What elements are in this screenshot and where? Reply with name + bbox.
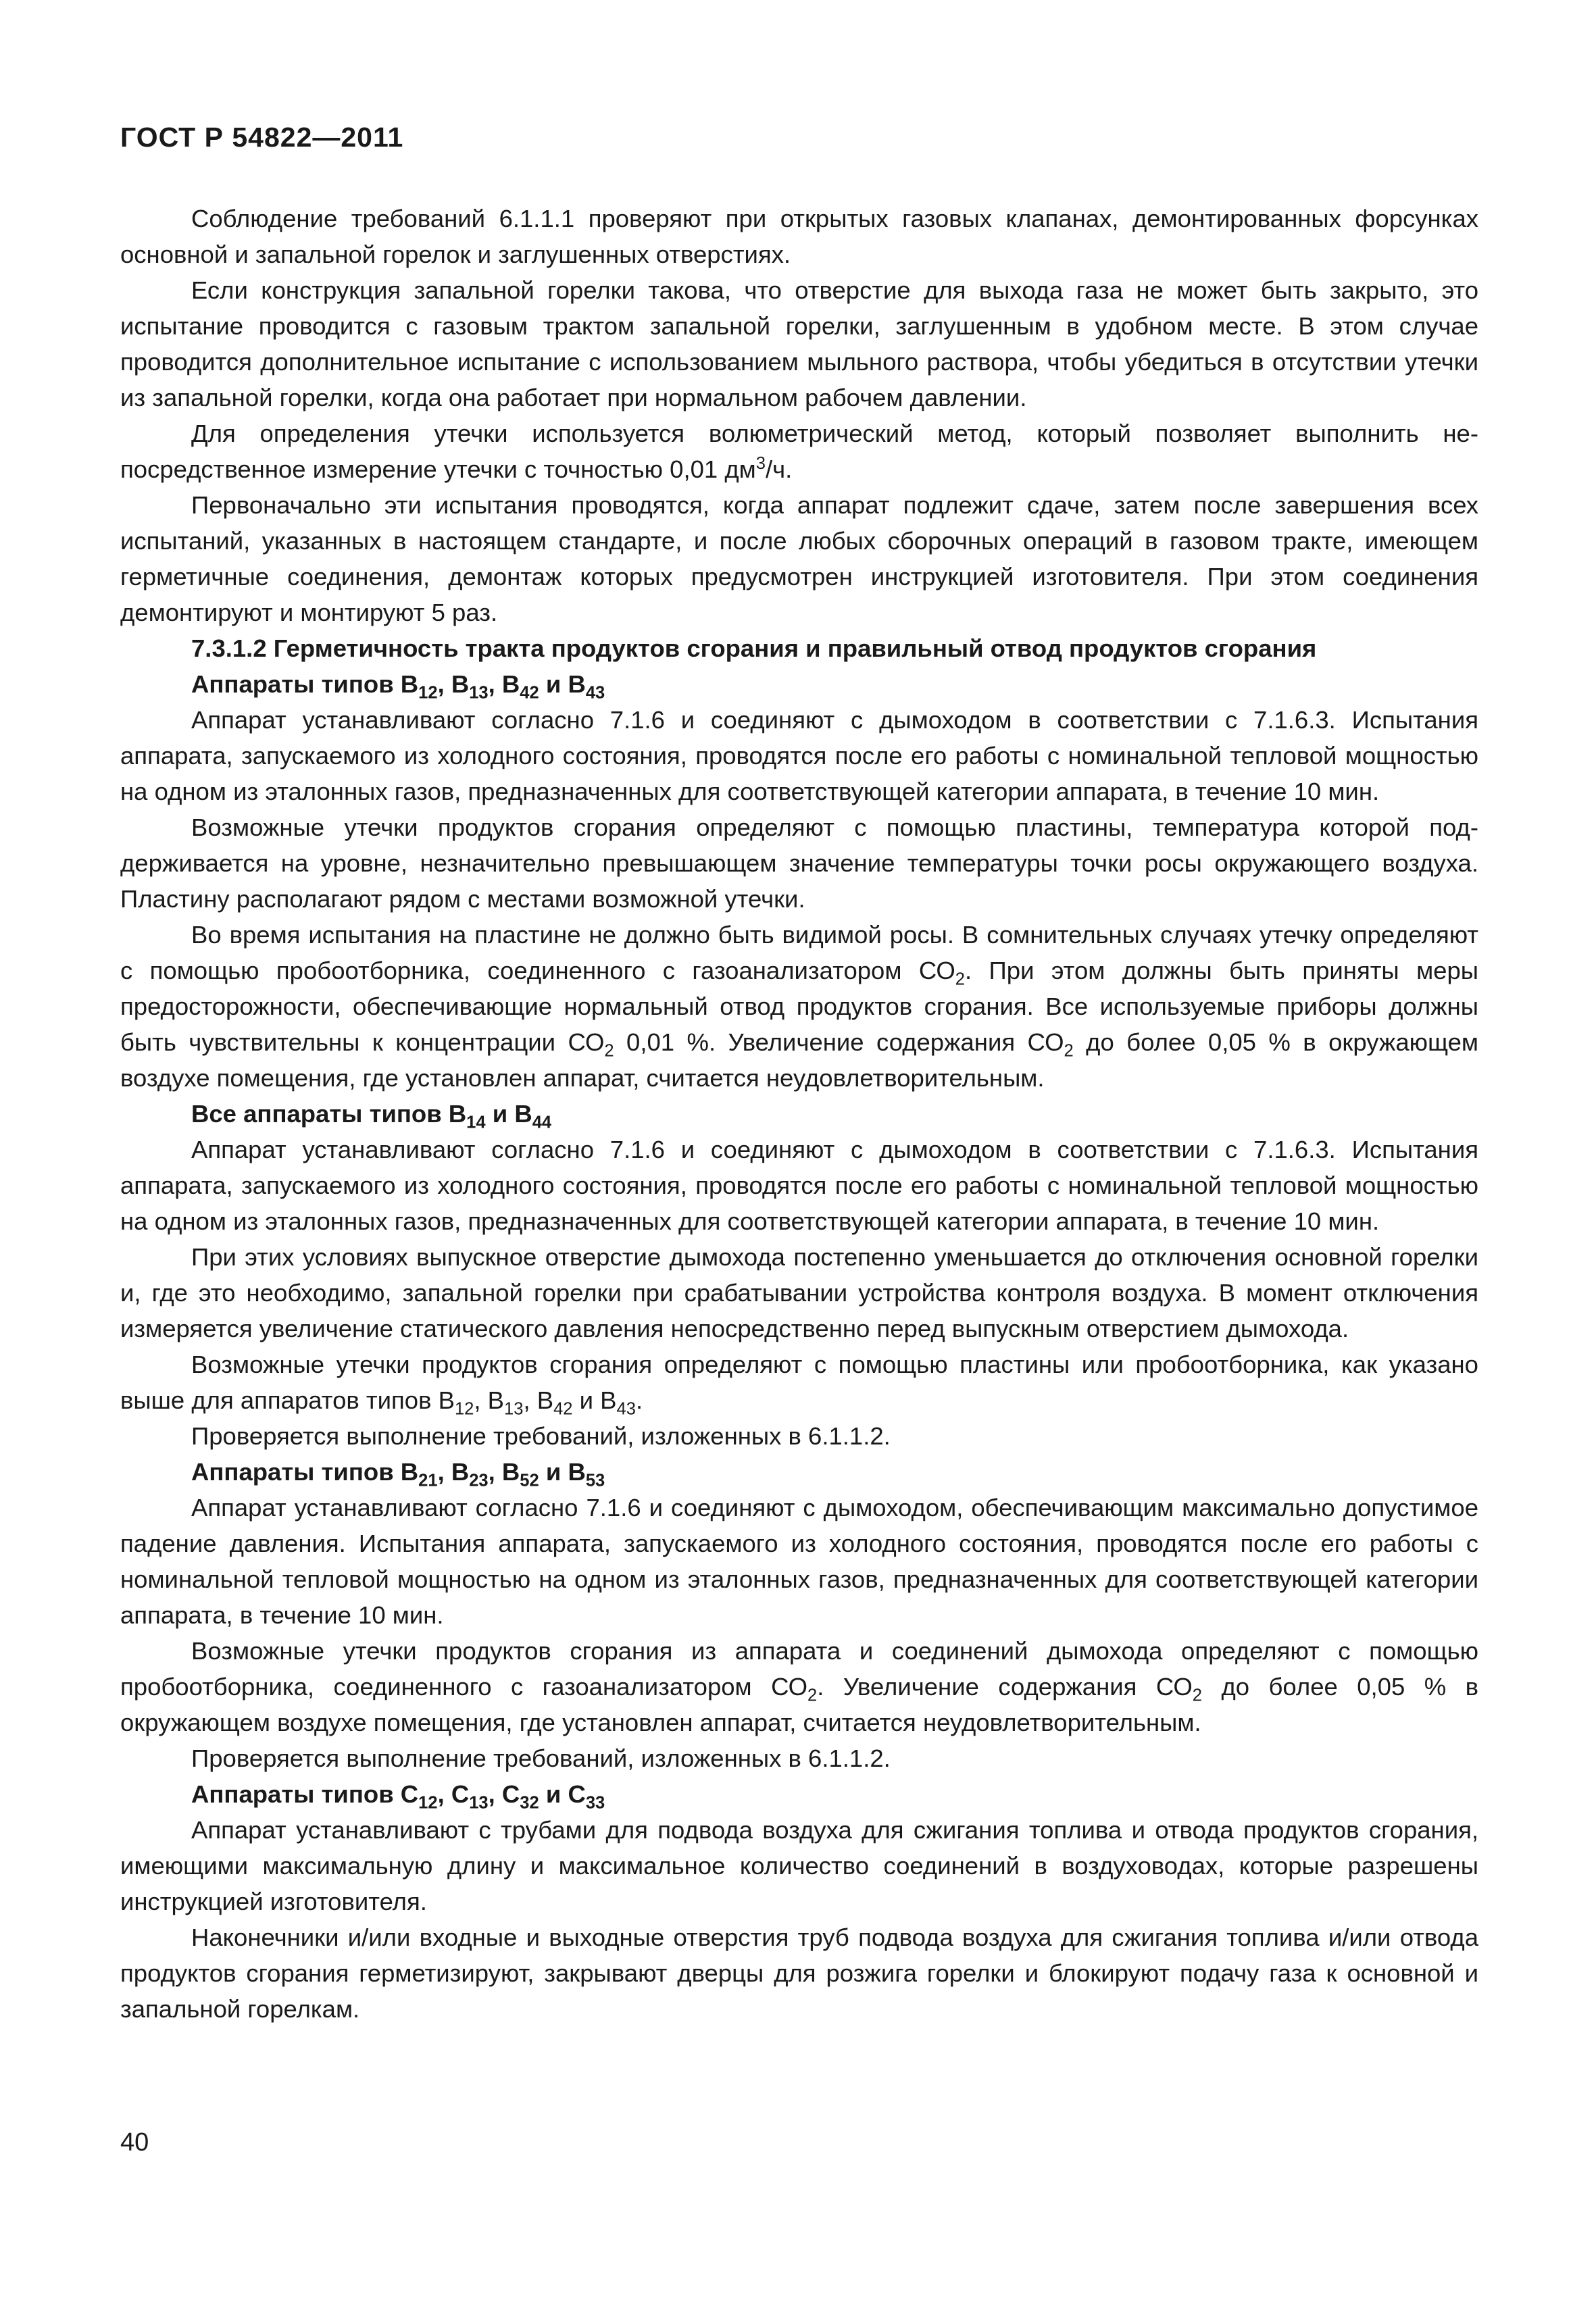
- subsection-heading: Аппараты типов $В_{21}$, $В_{23}$, $В_{52}$ и $В_{53}$: [191, 1458, 605, 1490]
- paragraph: Аппарат устанавливают с трубами для подвода воздуха для сжигания топлива и отвода продуктов сгорания, имеющими максимальную длину и максимальное количество соединений в воздуховодах, которые разрешены инструкцией изготовителя.: [120, 1816, 1478, 1915]
- subsection-heading: Аппараты типов $С_{12}$, $С_{13}$, $С_{32}$ и $С_{33}$: [191, 1780, 605, 1813]
- paragraph: При этих условиях выпускное отверстие дымохода постепенно уменьшается до отключения основной горелки и, где это необходимо, запальной горелки при срабатывании устройства контроля воздуха. В момент отключения измеряется увеличение статического давления непосредственно перед выпускным отверстием дымохода.: [120, 1243, 1478, 1342]
- paragraph: Наконечники и/или входные и выходные отверстия труб подвода воздуха для сжигания топлива и/или отвода продуктов сгорания герметизируют, закрывают дверцы для розжига горелки и блокируют подачу газа к основной и запальной горелкам.: [120, 1923, 1478, 2023]
- paragraph: Во время испытания на пластине не должно быть видимой росы. В сомнительных случаях утечку определяют с помощью пробоотборника, соединенного с газоанализатором $СО_2$. При этом должны быть приняты меры предосторожности, обеспечивающие нормальный отвод продуктов сгорания. Все используемые приборы должны быть чувствительны к концентрации $СО_2$ 0,01 %. Увеличение содержания $СО_2$ до более 0,05 % в окружающем воздухе помещения, где установлен аппарат, считается неудовлетворительным.: [120, 921, 1479, 1092]
- paragraph: Для определения утечки используется волюметрический метод, который позволяет выполнить непосредственное измерение утечки с точностью 0,01 $дм^3/ч$.: [120, 420, 1478, 483]
- subsection-heading: Аппараты типов $В_{12}$, $В_{13}$, $В_{42}$ и $В_{43}$: [191, 670, 605, 703]
- paragraph: Если конструкция запальной горелки такова, что отверстие для выхода газа не может быть закрыто, это испытание проводится с газовым трактом запальной горелки, заглушенным в удобном месте. В этом случае проводится дополнительное испытание с использованием мыльного раствора, чтобы убедиться в отсутствии утечки из запальной горелки, когда она работает при нормальном рабочем давлении.: [120, 276, 1478, 411]
- paragraph: Аппарат устанавливают согласно 7.1.6 и соединяют с дымоходом в соответствии с 7.1.6.3. Испытания аппарата, запускаемого из холодного состояния, проводятся после его работы с номинальной тепловой мощностью на одном из эталонных газов, предназначенных для соответствующей категории аппарата, в течение 10 мин.: [120, 1136, 1478, 1235]
- paragraph: Возможные утечки продуктов сгорания из аппарата и соединений дымохода определяют с помощью пробоотборника, соединенного с газоанализатором $СО_2$. Увеличение содержания $СО_2$ до более 0,05 % в окружающем воздухе помещения, где установлен аппарат, считается неудовлетворительным.: [120, 1637, 1478, 1736]
- paragraph: Аппарат устанавливают согласно 7.1.6 и соединяют с дымоходом в соответствии с 7.1.6.3. Испытания аппарата, запускаемого из холодного состояния, проводятся после его работы с номинальной тепловой мощностью на одном из эталонных газов, предназначенных для соответствующей категории аппарата, в течение 10 мин.: [120, 706, 1478, 805]
- paragraph: Первоначально эти испытания проводятся, когда аппарат подлежит сдаче, затем после завершения всех испытаний, указанных в настоящем стандарте, и после любых сборочных операций в газовом тракте, имеющем герметичные соединения, демонтаж которых предусмотрен инструкцией изготовителя. При этом соединения демонтируют и монтируют 5 раз.: [120, 491, 1478, 626]
- paragraph: Проверяется выполнение требований, изложенных в 6.1.1.2.: [191, 1422, 891, 1450]
- paragraph: Возможные утечки продуктов сгорания определяют с помощью пластины, температура которой поддерживается на уровне, незначительно превышающем значение температуры точки росы окружающего воздуха. Пластину располагают рядом с местами возможной утечки.: [120, 813, 1478, 913]
- section-heading: 7.3.1.2 Герметичность тракта продуктов сгорания и правильный отвод продуктов сгорания: [191, 634, 1317, 662]
- paragraph: Аппарат устанавливают согласно 7.1.6 и соединяют с дымоходом, обеспечивающим максимально допустимое падение давления. Испытания аппарата, запускаемого из холодного состояния, проводятся после его работы с номинальной тепловой мощностью на одном из эталонных газов, предназначенных для соответствующей категории аппарата, в течение 10 мин.: [120, 1494, 1478, 1629]
- page-number: 40: [120, 2128, 149, 2157]
- document-body: [120, 201, 1478, 2027]
- subsection-heading: Все аппараты типов $В_{14}$ и $В_{44}$: [191, 1100, 552, 1132]
- document-header: ГОСТ Р 54822—2011: [120, 122, 404, 153]
- paragraph: Проверяется выполнение требований, изложенных в 6.1.1.2.: [191, 1744, 891, 1772]
- paragraph: Возможные утечки продуктов сгорания определяют с помощью пластины или пробоотборника, как указано выше для аппаратов типов $В_{12}$, $В_{13}$, $В_{42}$ и $В_{43}$.: [120, 1351, 1478, 1419]
- paragraph: Соблюдение требований 6.1.1.1 проверяют при открытых газовых клапанах, демонтированных форсунках основной и запальной горелок и заглушенных отверстиях.: [120, 205, 1478, 268]
